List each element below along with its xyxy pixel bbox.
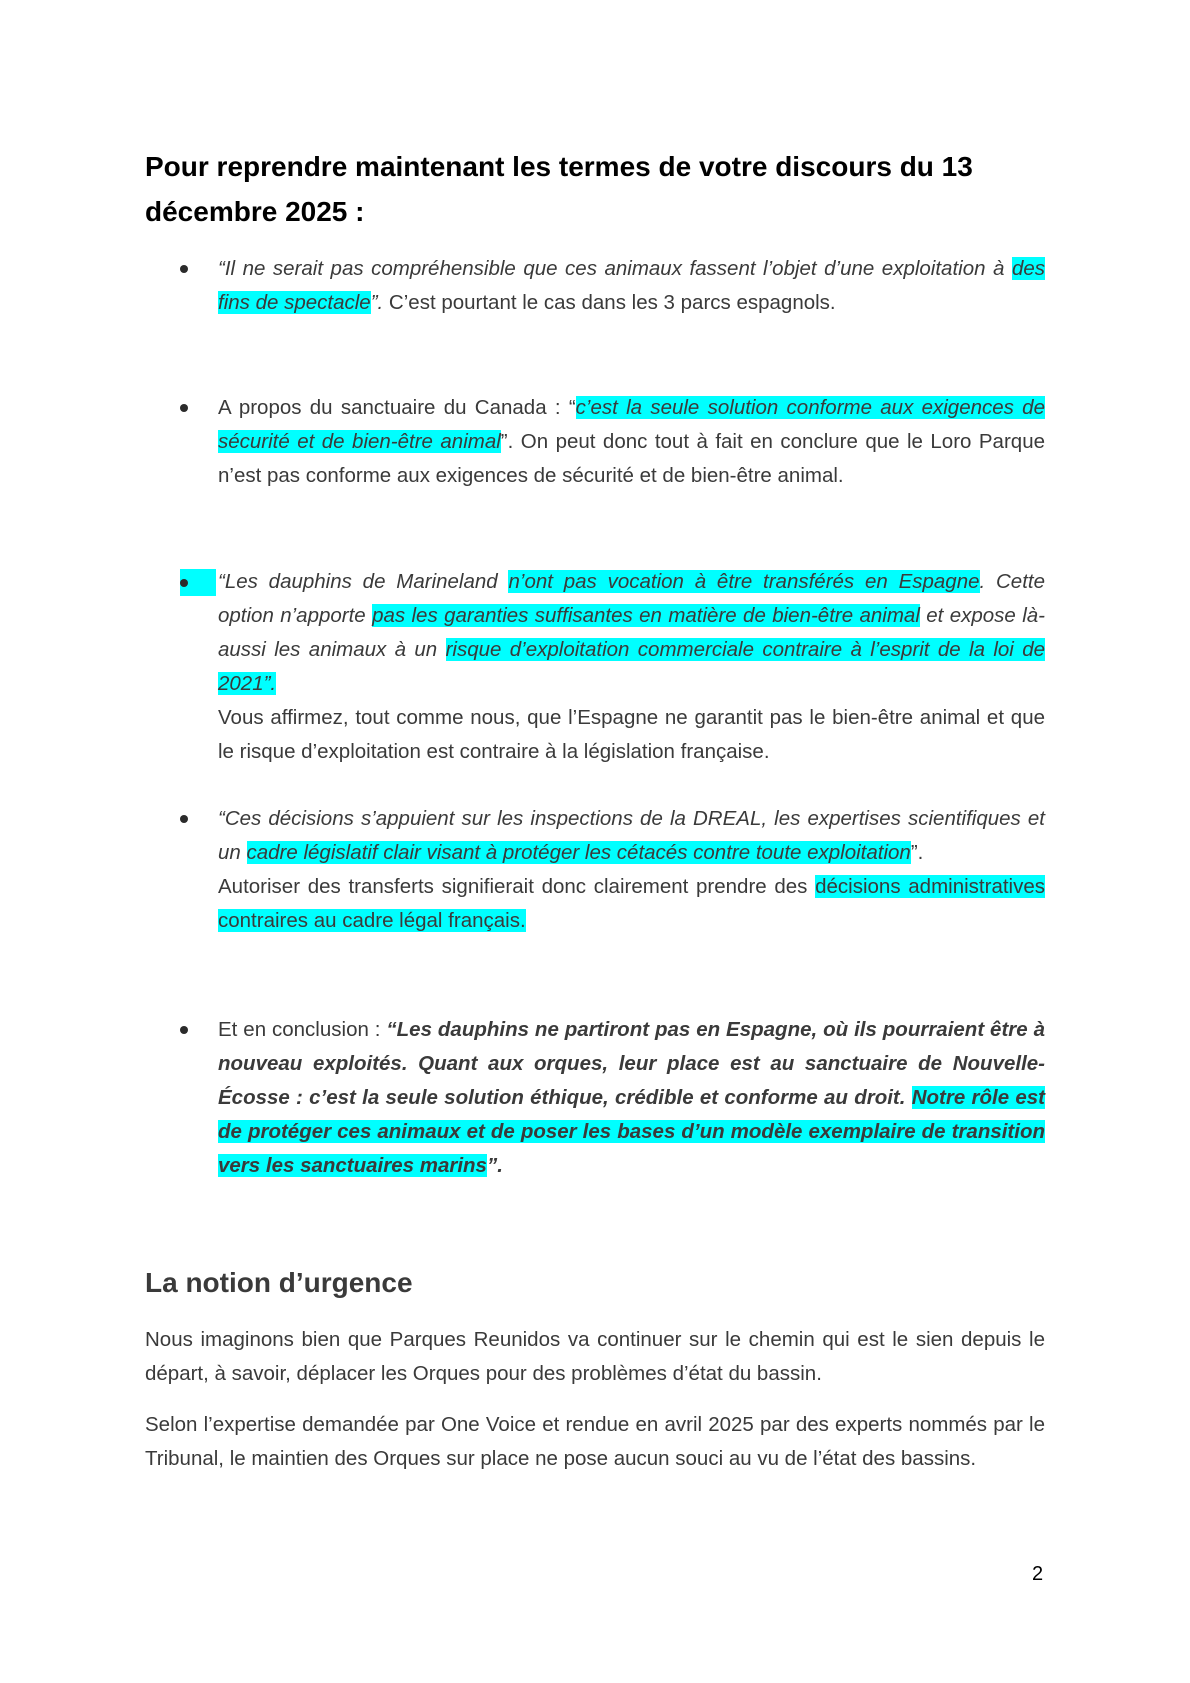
list-item-text xyxy=(218,391,1045,493)
body-text: Et en conclusion : xyxy=(218,1018,387,1041)
quote-text: “Ces décisions s’appuient sur les inspections de la DREAL, les expertises scientifiques et un xyxy=(218,807,1045,864)
highlighted-text: c’est la seule solution conforme aux exigences de sécurité et de bien-être animal xyxy=(218,396,1045,453)
highlighted-text: cadre législatif clair visant à protéger les cétacés contre toute exploitation xyxy=(246,841,911,864)
body-text: Vous affirmez, tout comme nous, que l’Espagne ne garantit pas le bien-être animal et que le risque d’exploitation est contraire à la législation française. xyxy=(218,706,1045,763)
body-text: C’est pourtant le cas dans les 3 parcs espagnols. xyxy=(383,291,836,314)
highlighted-text: décisions administratives contraires au cadre légal français. xyxy=(218,875,1045,932)
highlighted-text: n’ont pas vocation à être transférés en Espagne xyxy=(508,570,980,593)
body-text: A propos du sanctuaire du Canada : “ xyxy=(218,396,576,419)
bullet-icon xyxy=(180,1026,188,1034)
bullet-icon xyxy=(180,815,188,823)
highlighted-text: des fins de spectacle xyxy=(218,257,1045,314)
quote-text: . Cette option n’apporte xyxy=(218,570,1046,627)
bullet-icon xyxy=(180,404,188,412)
list-item-text xyxy=(218,565,1045,769)
list-item-text xyxy=(218,252,1045,320)
quote-text: ”. xyxy=(910,841,924,864)
highlighted-text: risque d’exploitation commerciale contraire à l’esprit de la loi de 2021”. xyxy=(218,638,1046,695)
body-text: ”. On peut donc tout à fait en conclure que le Loro Parque n’est pas conforme aux exigences de sécurité et de bien-être animal. xyxy=(218,430,1045,487)
quote-text: ”. xyxy=(370,291,384,314)
list-item-text xyxy=(218,1013,1045,1183)
bold-quote-text: “Les dauphins ne partiront pas en Espagne, où ils pourraient être à nouveau exploités. Quant aux orques, leur place est au sanctuaire de Nouvelle-Écosse : c’est la seule solution éthique, crédible et conforme au droit. xyxy=(218,1018,1045,1109)
section-heading: Pour reprendre maintenant les termes de votre discours du 13 décembre 2025 : xyxy=(145,151,973,227)
body-text: Autoriser des transferts signifierait donc clairement prendre des xyxy=(218,875,816,898)
quote-text: et expose là-aussi les animaux à un xyxy=(218,604,1045,661)
quote-text: “Les dauphins de Marineland xyxy=(218,570,509,593)
bold-quote-text: ”. xyxy=(486,1154,503,1177)
bullet-highlight xyxy=(180,569,216,596)
paragraph: Selon l’expertise demandée par One Voice et rendue en avril 2025 par des experts nommés par le Tribunal, le maintien des Orques sur place ne pose aucun souci au vu de l’état des bassins. xyxy=(145,1413,1045,1470)
section-heading-urgence: La notion d’urgence xyxy=(145,1267,413,1298)
highlighted-text: pas les garanties suffisantes en matière de bien-être animal xyxy=(372,604,920,627)
page-number: 2 xyxy=(1032,1563,1044,1585)
quote-text: “Il ne serait pas compréhensible que ces animaux fassent l’objet d’une exploitation à xyxy=(218,257,1012,280)
bullet-icon xyxy=(180,579,188,587)
bullet-icon xyxy=(180,265,188,273)
list-item-text xyxy=(218,802,1045,938)
paragraph: Nous imaginons bien que Parques Reunidos va continuer sur le chemin qui est le sien depuis le départ, à savoir, déplacer les Orques pour des problèmes d’état du bassin. xyxy=(145,1328,1045,1385)
highlighted-text: Notre rôle est de protéger ces animaux et de poser les bases d’un modèle exemplaire de transition vers les sanctuaires marins xyxy=(218,1086,1045,1177)
